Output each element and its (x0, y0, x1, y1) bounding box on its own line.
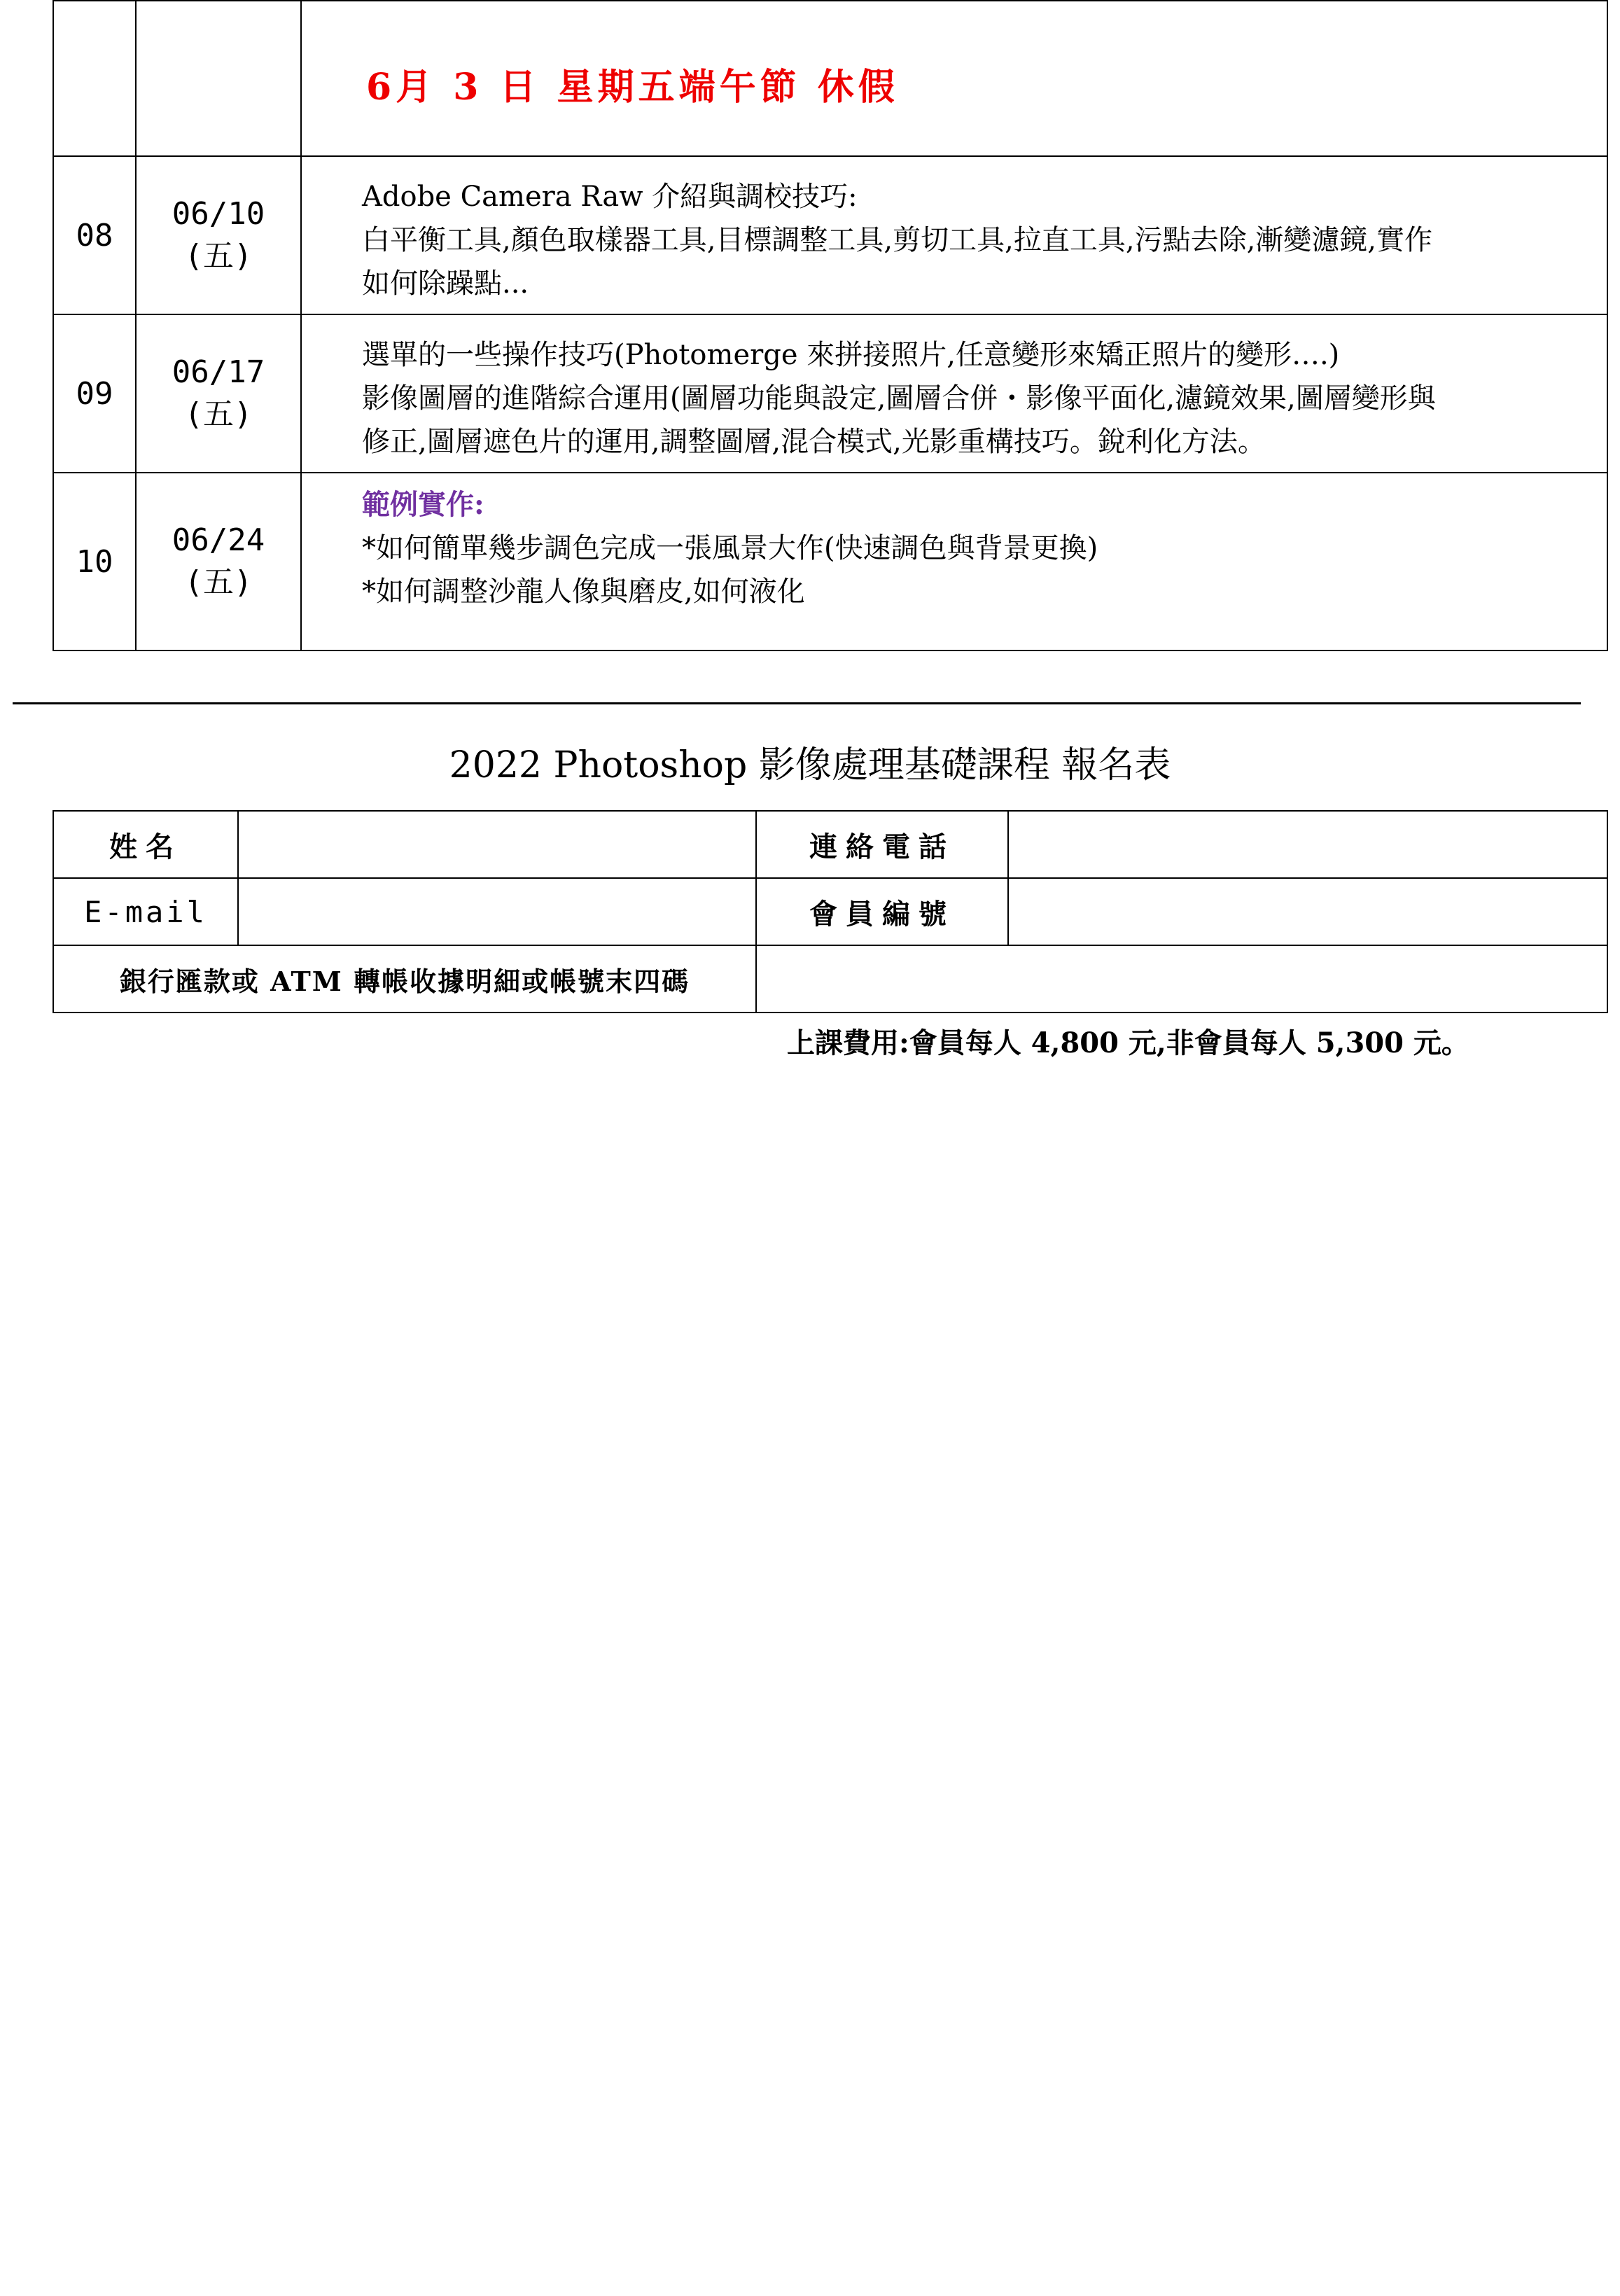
table-border (53, 650, 1608, 651)
content-line: *如何調整沙龍人像與磨皮,如何液化 (362, 576, 805, 608)
table-border (53, 0, 1608, 1)
session-number: 10 (76, 543, 113, 580)
content-line: Adobe Camera Raw 介紹與調校技巧: (362, 181, 858, 213)
form-title: 2022 Photoshop 影像處理基礎課程 報名表 (449, 744, 1171, 786)
name-field[interactable] (239, 812, 755, 877)
session-date-cell (137, 473, 300, 650)
session-number: 08 (76, 217, 113, 253)
table-border (1607, 0, 1608, 651)
table-border (1607, 810, 1608, 1013)
table-border (53, 1012, 1608, 1013)
course-schedule-table (53, 0, 1608, 651)
registration-form-table (53, 810, 1608, 1013)
bank-transfer-label: 銀行匯款或 ATM 轉帳收據明細或帳號末四碼 (119, 965, 690, 997)
member-number-field[interactable] (1009, 879, 1607, 945)
email-field[interactable] (239, 879, 755, 945)
content-line: 選單的一些操作技巧(Photomerge 來拼接照片,任意變形來矯正照片的變形….) (362, 339, 1340, 371)
session-date: 06/24 (172, 522, 265, 558)
content-line: *如何簡單幾步調色完成一張風景大作(快速調色與背景更換) (362, 532, 1098, 564)
session-content (362, 175, 1601, 305)
holiday-notice: 6月 3 日 星期五端午節 休假 (366, 66, 899, 109)
bank-transfer-field[interactable] (757, 946, 1607, 1012)
session-number: 09 (76, 375, 113, 412)
course-fee-note: 上課費用:會員每人 4,800 元,非會員每人 5,300 元。 (787, 1027, 1469, 1059)
session-content (362, 483, 1601, 613)
section-divider (13, 702, 1581, 704)
table-border (300, 0, 302, 651)
content-line: 如何除躁點... (362, 267, 529, 300)
session-date-cell (137, 315, 300, 472)
session-date: 06/17 (172, 354, 265, 390)
content-line: 影像圖層的進階綜合運用(圖層功能與設定,圖層合併・影像平面化,濾鏡效果,圖層變形與 (362, 382, 1436, 415)
session-weekday: (五) (184, 396, 253, 432)
phone-label: 連絡電話 (809, 830, 955, 863)
email-label: E-mail (84, 894, 207, 929)
session-content (362, 333, 1601, 464)
phone-field[interactable] (1009, 812, 1607, 877)
session-weekday: (五) (184, 564, 253, 600)
session-date: 06/10 (172, 196, 265, 232)
member-number-label: 會員編號 (809, 897, 955, 931)
content-heading: 範例實作: (362, 488, 484, 521)
name-label: 姓名 (109, 830, 182, 863)
session-date-cell (137, 157, 300, 314)
session-weekday: (五) (184, 238, 253, 274)
content-line: 白平衡工具,顏色取樣器工具,目標調整工具,剪切工具,拉直工具,污點去除,漸變濾鏡,實作 (362, 224, 1433, 256)
content-line: 修正,圖層遮色片的運用,調整圖層,混合模式,光影重構技巧。銳利化方法。 (362, 426, 1266, 458)
